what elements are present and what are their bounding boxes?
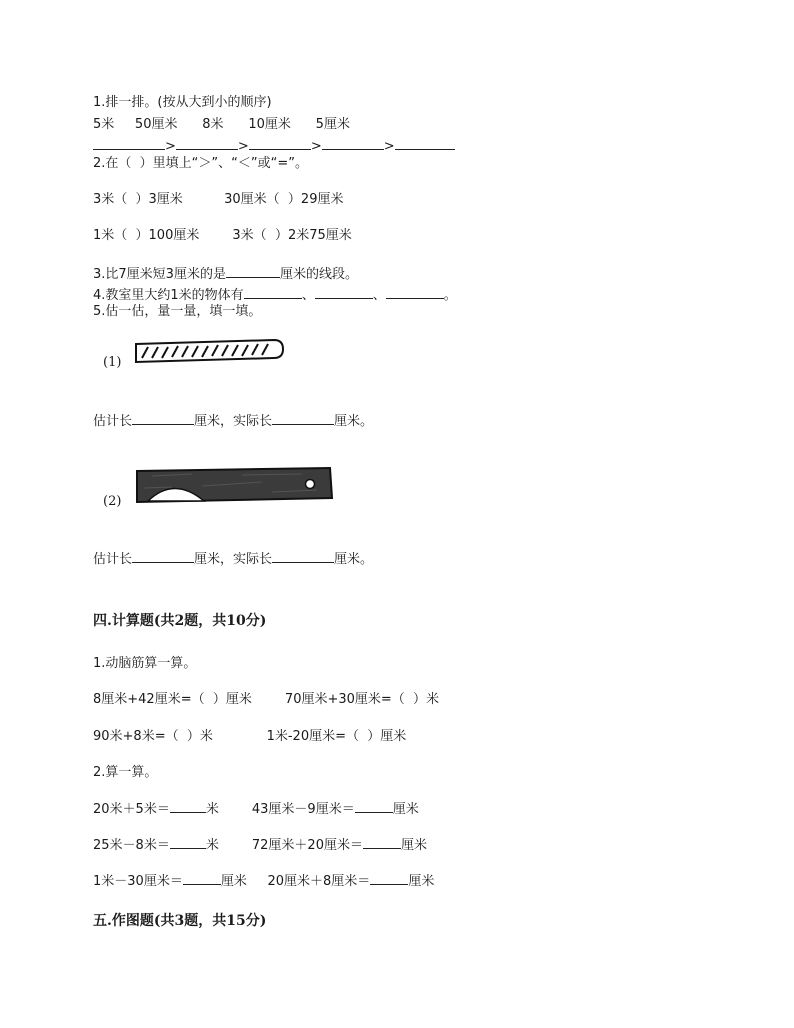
q1-answer-row (93, 137, 455, 155)
q1-items: 5米 50厘米 8米 10厘米 5厘米 (93, 117, 350, 132)
actual-blank[interactable] (272, 412, 334, 425)
section-4-heading: 四.计算题(共2题，共10分) (93, 613, 267, 629)
calc-q2-title: 2.算一算。 (93, 765, 158, 780)
answer-blank[interactable] (249, 137, 311, 150)
greater-sign: > (165, 139, 176, 154)
answer-blank[interactable] (183, 872, 221, 885)
calc-q1-line-2: 90米+8米=（ ）米 1米-20厘米=（ ）厘米 (93, 729, 407, 744)
answer-blank[interactable] (363, 836, 401, 849)
expression: 米 43厘米－9厘米＝ (205, 802, 355, 817)
expression: 米 72厘米＋20厘米＝ (205, 838, 363, 853)
figure-1-label: (1) (103, 355, 122, 370)
estimate-line-2 (93, 550, 373, 568)
answer-blank[interactable] (176, 137, 238, 150)
calc-q2-row-3 (93, 872, 434, 890)
q4-sep: 、 (301, 288, 315, 303)
answer-blank[interactable] (170, 800, 206, 813)
q3-line (93, 265, 358, 283)
estimate-label: 估计长 (93, 552, 133, 567)
answer-blank[interactable] (315, 286, 373, 299)
q4-line (93, 286, 457, 304)
unit: 厘米 (392, 802, 419, 817)
answer-blank[interactable] (93, 137, 165, 150)
answer-blank[interactable] (355, 800, 393, 813)
unit: 厘米 (400, 838, 427, 853)
expression: 20米＋5米＝ (93, 802, 170, 817)
answer-blank[interactable] (386, 286, 444, 299)
answer-blank[interactable] (170, 836, 206, 849)
answer-blank[interactable] (395, 137, 455, 150)
estimate-blank[interactable] (132, 412, 194, 425)
unit-end: 厘米。 (334, 552, 374, 567)
q4-sep: 、 (372, 288, 386, 303)
unit-end: 厘米。 (334, 414, 374, 429)
figure-1-bar (132, 338, 286, 366)
q2-line-2: 1米（ ）100厘米 3米（ ）2米75厘米 (93, 228, 352, 243)
greater-sign: > (310, 139, 322, 154)
q1-title: 1.排一排。(按从大到小的顺序) (93, 95, 272, 110)
answer-blank[interactable] (370, 872, 408, 885)
q5-title: 5.估一估，量一量，填一填。 (93, 304, 262, 319)
estimate-blank[interactable] (132, 550, 194, 563)
estimate-line-1 (93, 412, 373, 430)
actual-label: 厘米，实际长 (194, 552, 273, 567)
q2-title: 2.在（ ）里填上“＞”、“＜”或“=”。 (93, 156, 308, 171)
q4-end: 。 (443, 288, 457, 303)
answer-blank[interactable] (244, 286, 302, 299)
answer-blank[interactable] (322, 137, 384, 150)
q3-text: 3.比7厘米短3厘米的是 (93, 267, 226, 282)
actual-label: 厘米，实际长 (194, 414, 273, 429)
unit: 厘米 (408, 874, 435, 889)
calc-q1-title: 1.动脑筋算一算。 (93, 656, 197, 671)
answer-blank[interactable] (226, 265, 280, 278)
q2-line-1: 3米（ ）3厘米 30厘米（ ）29厘米 (93, 192, 344, 207)
expression: 1米－30厘米＝ (93, 874, 183, 889)
figure-2-label: (2) (103, 494, 122, 509)
expression: 25米－8米＝ (93, 838, 170, 853)
actual-blank[interactable] (272, 550, 334, 563)
greater-sign: > (237, 139, 249, 154)
calc-q1-line-1: 8厘米+42厘米=（ ）厘米 70厘米+30厘米=（ ）米 (93, 692, 440, 707)
section-5-heading: 五.作图题(共3题，共15分) (93, 913, 267, 929)
q3-text-end: 厘米的线段。 (279, 267, 358, 282)
figure-2-bar (132, 466, 336, 506)
calc-q2-row-1 (93, 800, 419, 818)
q4-text: 4.教室里大约1米的物体有 (93, 288, 244, 303)
greater-sign: > (383, 139, 395, 154)
estimate-label: 估计长 (93, 414, 133, 429)
expression: 厘米 20厘米＋8厘米＝ (220, 874, 371, 889)
calc-q2-row-2 (93, 836, 427, 854)
